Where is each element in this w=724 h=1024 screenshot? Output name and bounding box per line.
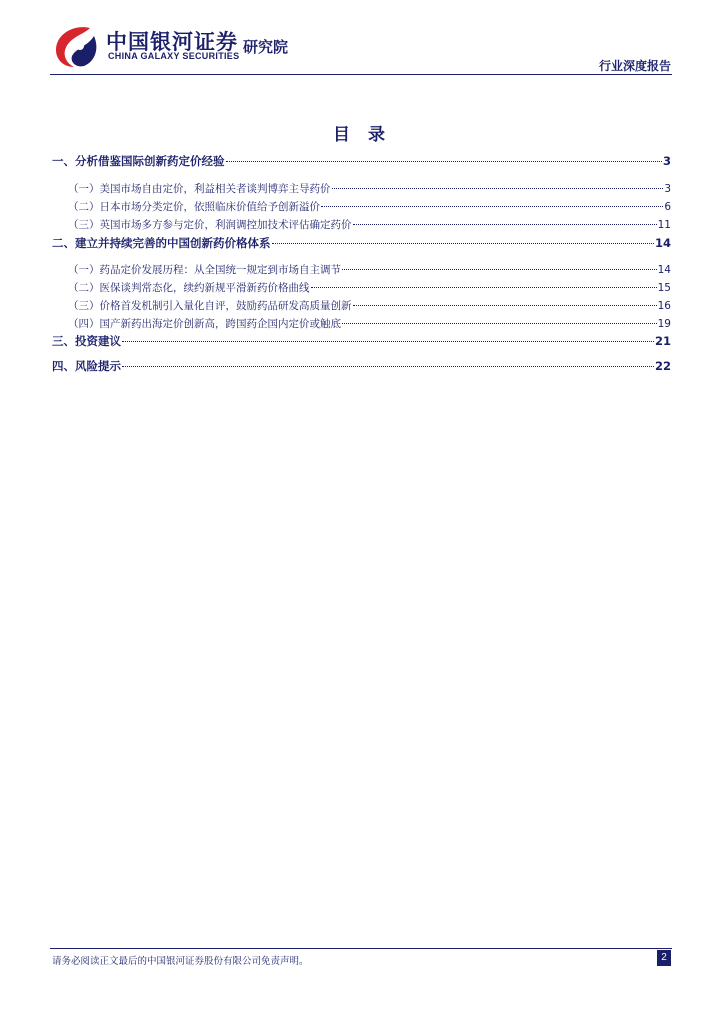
- dot-leader: [342, 323, 657, 324]
- dot-leader: [332, 188, 664, 189]
- header-divider: [50, 74, 672, 75]
- toc-entry-label: （三）价格首发机制引入量化自评，鼓励药品研发高质量创新: [68, 300, 352, 312]
- toc-entry-label: （二）医保谈判常态化，续约新规平滑新药价格曲线: [68, 282, 310, 294]
- toc-entry[interactable]: [52, 358, 671, 374]
- toc-entry-label: 三、投资建议: [52, 334, 121, 348]
- toc-entry-page: 14: [657, 264, 671, 276]
- toc-entry[interactable]: [52, 262, 671, 277]
- dot-leader: [353, 305, 657, 306]
- toc-entry-page: 6: [664, 201, 671, 213]
- brand-name-en: CHINA GALAXY SECURITIES: [108, 51, 240, 61]
- dot-leader: [122, 341, 654, 342]
- report-type-label: 行业深度报告: [598, 59, 671, 73]
- toc-entry[interactable]: [52, 153, 671, 169]
- toc-entry-label: （二）日本市场分类定价，依照临床价值给予创新溢价: [68, 201, 320, 213]
- toc-entry-page: 16: [657, 300, 671, 312]
- dot-leader: [353, 224, 657, 225]
- brand-name-cn: 中国银河证券: [106, 30, 238, 54]
- toc-entry[interactable]: [52, 280, 671, 295]
- toc-entry-page: 19: [657, 318, 671, 330]
- toc-entry-label: 一、分析借鉴国际创新药定价经验: [52, 154, 225, 168]
- institute-label: 研究院: [243, 38, 289, 56]
- page-number-badge: 2: [657, 950, 671, 966]
- dot-leader: [122, 366, 654, 367]
- galaxy-logo-icon: [50, 22, 102, 70]
- toc-entry[interactable]: [52, 217, 671, 232]
- dot-leader: [321, 206, 663, 207]
- toc-entry-label: （一）药品定价发展历程：从全国统一规定到市场自主调节: [68, 264, 341, 276]
- toc-entry[interactable]: [52, 333, 671, 349]
- footer-divider: [50, 948, 672, 949]
- toc-entry[interactable]: [52, 181, 671, 196]
- dot-leader: [311, 287, 657, 288]
- toc-title: 目 录: [333, 125, 391, 145]
- toc-entry[interactable]: [52, 298, 671, 313]
- toc-entry-page: 15: [657, 282, 671, 294]
- toc-entry[interactable]: [52, 316, 671, 331]
- toc-entry-page: 21: [654, 334, 671, 348]
- dot-leader: [226, 161, 662, 162]
- toc-entry-label: （四）国产新药出海定价创新高，跨国药企国内定价或触底: [68, 318, 341, 330]
- toc-entry-page: 14: [654, 236, 671, 250]
- toc-entry[interactable]: [52, 235, 671, 251]
- toc-entry-label: （一）美国市场自由定价，利益相关者谈判博弈主导药价: [68, 183, 331, 195]
- toc-entry-page: 3: [664, 183, 671, 195]
- page-header: [0, 0, 724, 80]
- toc-entry-label: 四、风险提示: [52, 359, 121, 373]
- toc-entry-label: （三）英国市场多方参与定价，利润调控加技术评估确定药价: [68, 219, 352, 231]
- dot-leader: [342, 269, 657, 270]
- toc-entry-page: 3: [662, 154, 671, 168]
- disclaimer-text: 请务必阅读正文最后的中国银河证券股份有限公司免责声明。: [52, 956, 309, 967]
- toc-entry[interactable]: [52, 199, 671, 214]
- toc-entry-page: 11: [657, 219, 671, 231]
- toc-entry-page: 22: [654, 359, 671, 373]
- toc-entry-label: 二、建立并持续完善的中国创新药价格体系: [52, 236, 271, 250]
- dot-leader: [272, 243, 654, 244]
